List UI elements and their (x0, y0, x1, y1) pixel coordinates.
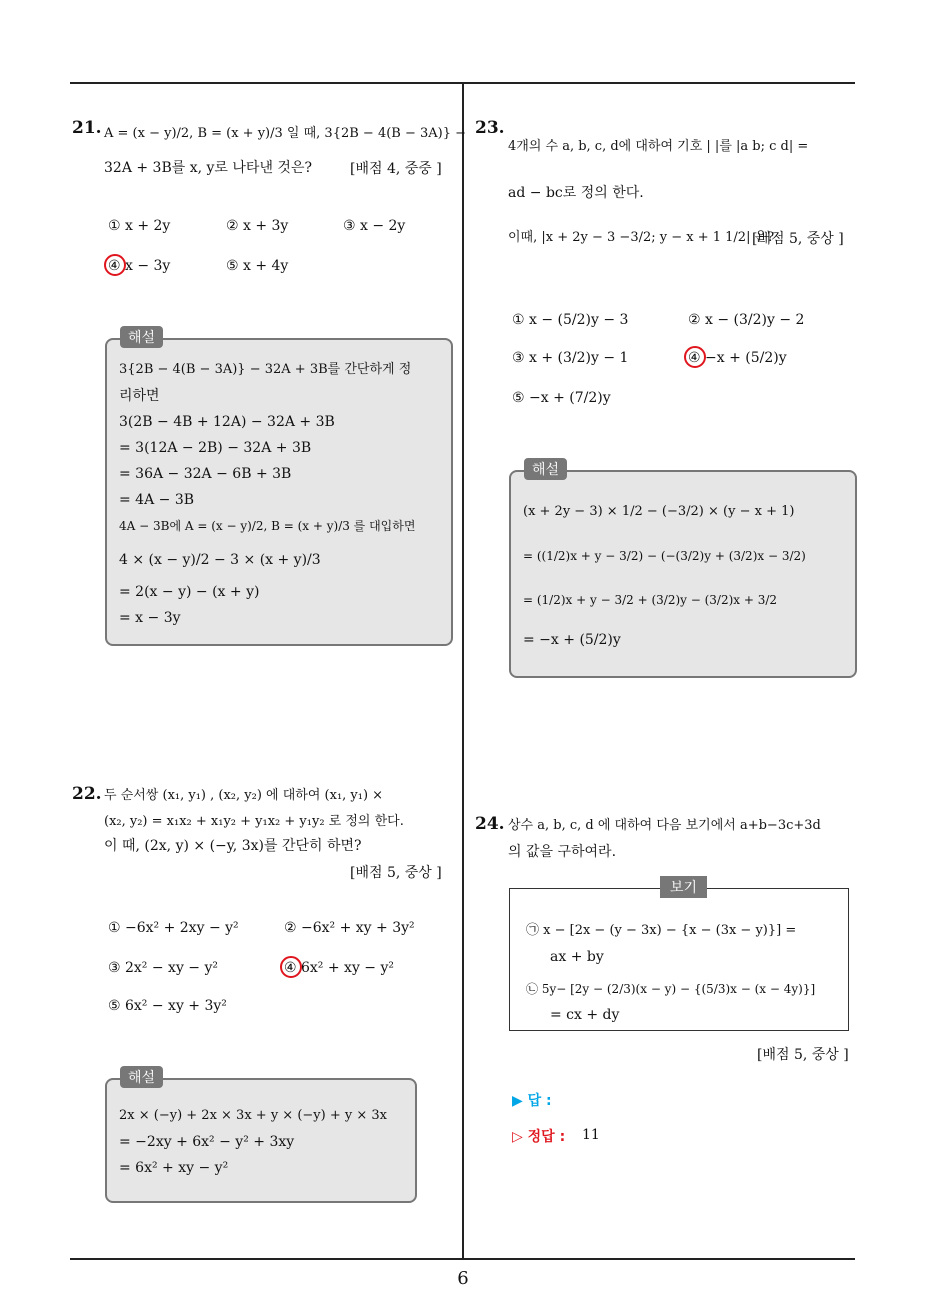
q21-solution-line: 3{2B − 4(B − 3A)} − 32A + 3B를 간단하게 정 (119, 362, 412, 377)
q23-answer-mark-icon (684, 346, 706, 368)
q23-choice-2[interactable]: ② x − (3/2)y − 2 (688, 312, 805, 328)
q22-number: 22. (72, 784, 102, 804)
q22-text-line2: (x₂, y₂) = x₁x₂ + x₁y₂ + y₁x₂ + y₁y₂ 로 정의 한다. (104, 814, 404, 829)
q21-number: 21. (72, 118, 102, 138)
q24-bogi-line: ㉠ x − [2x − (y − 3x) − {x − (3x − y)}] = (526, 923, 797, 938)
q21-text-line1: A = (x − y)/2, B = (x + y)/3 일 때, 3{2B − 4(B − 3A)} − (104, 126, 467, 141)
q23-solution-line: = −x + (5/2)y (523, 632, 621, 648)
q23-solution-tag: 해설 (524, 458, 567, 480)
q24-bogi-line: ㉡ 5y− [2y − (2/3)(x − y) − {(5/3)x − (x − 4y)}] (526, 982, 816, 996)
q23-text-line2: ad − bc로 정의 한다. (508, 185, 644, 201)
q22-choice-1[interactable]: ① −6x² + 2xy − y² (108, 920, 239, 936)
q24-meta: [배점 5, 중상 ] (757, 1047, 849, 1063)
q23-choice-5[interactable]: ⑤ −x + (7/2)y (512, 390, 611, 406)
q21-choice-5[interactable]: ⑤ x + 4y (226, 258, 289, 274)
q21-text-line2: 32A + 3B를 x, y로 나타낸 것은? (104, 160, 312, 176)
page-number: 6 (457, 1268, 469, 1289)
q21-meta: [배점 4, 중중 ] (350, 161, 442, 177)
q21-choice-4[interactable]: ④ x − 3y (108, 258, 171, 274)
q21-solution-line: 3(2B − 4B + 12A) − 32A + 3B (119, 414, 335, 430)
q24-text-line1: 상수 a, b, c, d 에 대하여 다음 보기에서 a+b−3c+3d (508, 818, 821, 833)
q24-correct-label: ▷ 정답 : (512, 1129, 566, 1145)
q22-solution-tag: 해설 (120, 1066, 163, 1088)
q24-answer-label: ▶ 답 : (512, 1093, 552, 1109)
q22-text-line3: 이 때, (2x, y) × (−y, 3x)를 간단히 하면? (104, 838, 362, 854)
q22-meta: [배점 5, 중상 ] (350, 865, 442, 881)
q21-answer-mark-icon (104, 254, 126, 276)
q23-choice-4[interactable]: ④ −x + (5/2)y (688, 350, 787, 366)
q24-bogi-line: = cx + dy (550, 1007, 620, 1023)
q23-choice-1[interactable]: ① x − (5/2)y − 3 (512, 312, 629, 328)
q22-choice-3[interactable]: ③ 2x² − xy − y² (108, 960, 219, 976)
q24-text-line2: 의 값을 구하여라. (508, 844, 617, 860)
q21-solution-line: 4A − 3B에 A = (x − y)/2, B = (x + y)/3 를 대입하면 (119, 519, 416, 533)
q22-answer-mark-icon (280, 956, 302, 978)
q23-choice-3[interactable]: ③ x + (3/2)y − 1 (512, 350, 629, 366)
q21-choice-1[interactable]: ① x + 2y (108, 218, 171, 234)
q21-solution-line: = 4A − 3B (119, 492, 195, 508)
q22-choice-5[interactable]: ⑤ 6x² − xy + 3y² (108, 998, 227, 1014)
q21-choice-2[interactable]: ② x + 3y (226, 218, 289, 234)
q21-choice-3[interactable]: ③ x − 2y (343, 218, 406, 234)
q23-number: 23. (475, 118, 505, 138)
q21-solution-line: = 36A − 32A − 6B + 3B (119, 466, 292, 482)
q21-solution-line: = 2(x − y) − (x + y) (119, 584, 260, 600)
q22-text-line1: 두 순서쌍 (x₁, y₁) , (x₂, y₂) 에 대하여 (x₁, y₁) × (104, 788, 384, 803)
q21-solution-line: 4 × (x − y)/2 − 3 × (x + y)/3 (119, 552, 321, 568)
q23-text-line3: 이때, |x + 2y − 3 −3/2; y − x + 1 1/2| 은? (508, 230, 775, 245)
q22-choice-2[interactable]: ② −6x² + xy + 3y² (284, 920, 415, 936)
q21-solution-tag: 해설 (120, 326, 163, 348)
q21-solution-box (105, 338, 453, 646)
q24-number: 24. (475, 814, 505, 834)
q24-bogi-tag: 보기 (660, 876, 707, 898)
q23-solution-box (509, 470, 857, 678)
q22-solution-box (105, 1078, 417, 1203)
q24-correct-value: 11 (582, 1127, 600, 1143)
q24-bogi-box (509, 888, 849, 1031)
q23-solution-line: = (1/2)x + y − 3/2 + (3/2)y − (3/2)x + 3/2 (523, 593, 778, 607)
q23-solution-line: = ((1/2)x + y − 3/2) − (−(3/2)y + (3/2)x − 3/2) (523, 549, 806, 563)
q22-choice-4[interactable]: ④ 6x² + xy − y² (284, 960, 395, 976)
q23-solution-line: (x + 2y − 3) × 1/2 − (−3/2) × (y − x + 1) (523, 504, 795, 519)
q23-meta: [배점 5, 중상 ] (752, 231, 844, 247)
q21-solution-line: = 3(12A − 2B) − 32A + 3B (119, 440, 312, 456)
q23-text-line1: 4개의 수 a, b, c, d에 대하여 기호 | |를 |a b; c d| = (508, 139, 809, 154)
q22-solution-line: = 6x² + xy − y² (119, 1160, 229, 1176)
q22-solution-line: 2x × (−y) + 2x × 3x + y × (−y) + y × 3x (119, 1108, 387, 1123)
q24-bogi-line: ax + by (550, 949, 604, 965)
q21-solution-line: 리하면 (119, 388, 160, 404)
column-divider (462, 84, 464, 1259)
q22-solution-line: = −2xy + 6x² − y² + 3xy (119, 1134, 295, 1150)
q21-solution-line: = x − 3y (119, 610, 181, 626)
